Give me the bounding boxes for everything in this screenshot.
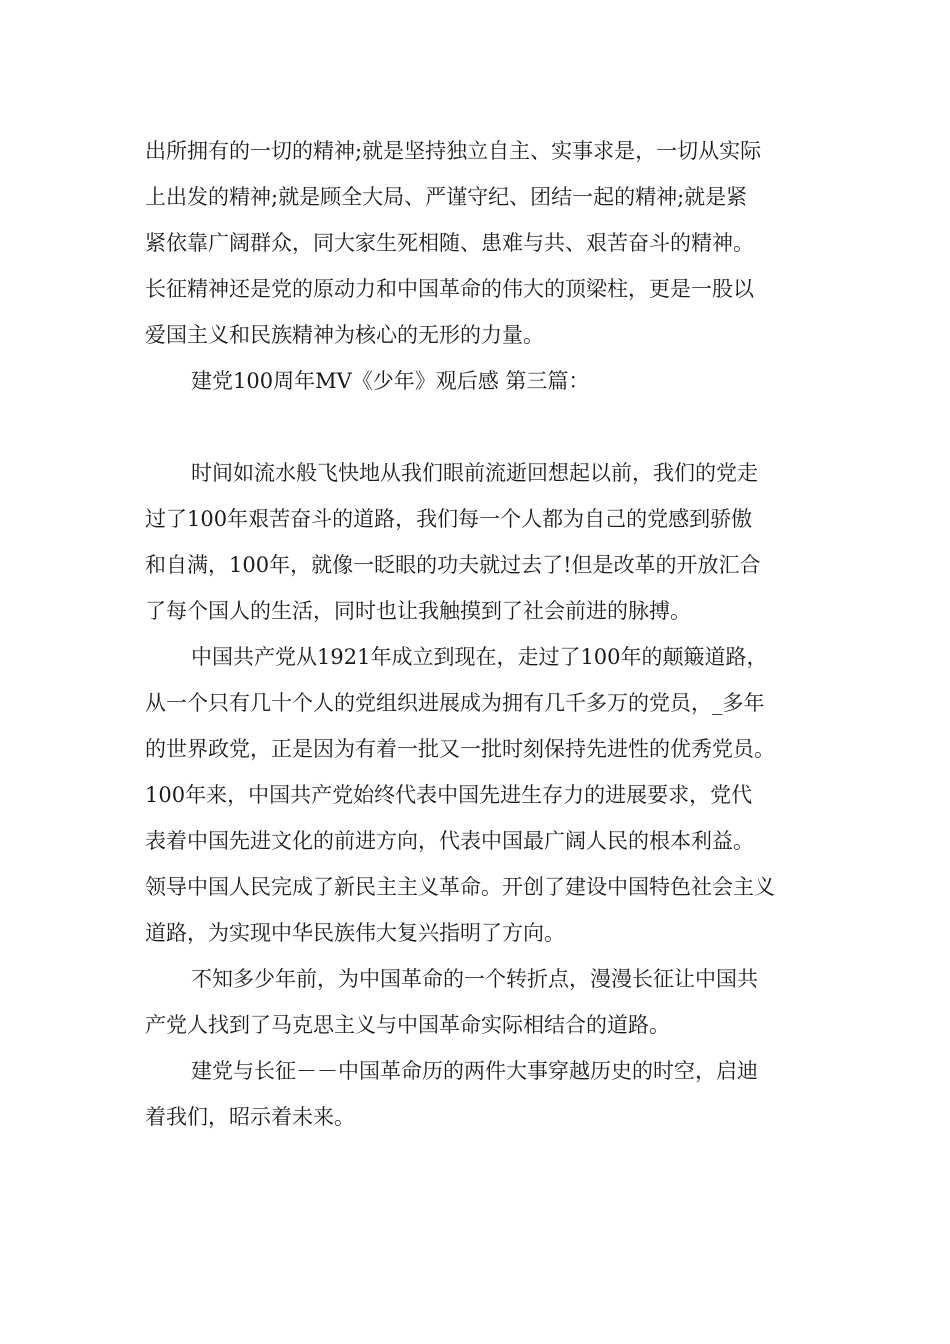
paragraph-line: 上出发的精神;就是顾全大局、严谨守纪、团结一起的精神;就是紧 bbox=[145, 185, 748, 209]
paragraph-line: 从一个只有几十个人的党组织进展成为拥有几千多万的党员，_多年 bbox=[145, 691, 765, 715]
paragraph-line: 出所拥有的一切的精神;就是坚持独立自主、实事求是，一切从实际 bbox=[145, 139, 762, 163]
blank-line bbox=[145, 404, 815, 450]
paragraph-line: 不知多少年前，为中国革命的一个转折点，漫漫长征让中国共 bbox=[191, 967, 758, 991]
paragraph-line: 了每个国人的生活，同时也让我触摸到了社会前进的脉搏。 bbox=[145, 599, 691, 623]
paragraph-line: 着我们，昭示着未来。 bbox=[145, 1105, 355, 1129]
paragraph-line: 长征精神还是党的原动力和中国革命的伟大的顶梁柱，更是一股以 bbox=[145, 277, 754, 301]
paragraph-line: 产党人找到了马克思主义与中国革命实际相结合的道路。 bbox=[145, 1013, 670, 1037]
paragraph-line: 道路，为实现中华民族伟大复兴指明了方向。 bbox=[145, 921, 565, 945]
paragraph-line: 中国共产党从1921年成立到现在，走过了100年的颠簸道路， bbox=[191, 645, 768, 669]
paragraph-line: 时间如流水般飞快地从我们眼前流逝回想起以前，我们的党走 bbox=[191, 461, 758, 485]
section-heading: 建党100周年MV《少年》观后感 第三篇： bbox=[191, 369, 590, 393]
paragraph-line: 表着中国先进文化的前进方向，代表中国最广阔人民的根本利益。 bbox=[145, 829, 754, 853]
paragraph-line: 的世界政党，正是因为有着一批又一批时刻保持先进性的优秀党员。 bbox=[145, 737, 775, 761]
document-body bbox=[145, 128, 815, 1140]
paragraph-line: 过了100年艰苦奋斗的道路，我们每一个人都为自己的党感到骄傲 bbox=[145, 507, 753, 531]
paragraph-line: 建党与长征－－中国革命历的两件大事穿越历史的时空，启迪 bbox=[191, 1059, 758, 1083]
paragraph-line: 和自满，100年，就像一眨眼的功夫就过去了!但是改革的开放汇合 bbox=[145, 553, 761, 577]
paragraph-line: 爱国主义和民族精神为核心的无形的力量。 bbox=[145, 323, 544, 347]
paragraph-line: 紧依靠广阔群众，同大家生死相随、患难与共、艰苦奋斗的精神。 bbox=[145, 231, 754, 255]
paragraph-line: 领导中国人民完成了新民主主义革命。开创了建设中国特色社会主义 bbox=[145, 875, 775, 899]
paragraph-line: 100年来，中国共产党始终代表中国先进生存力的进展要求，党代 bbox=[145, 783, 753, 807]
